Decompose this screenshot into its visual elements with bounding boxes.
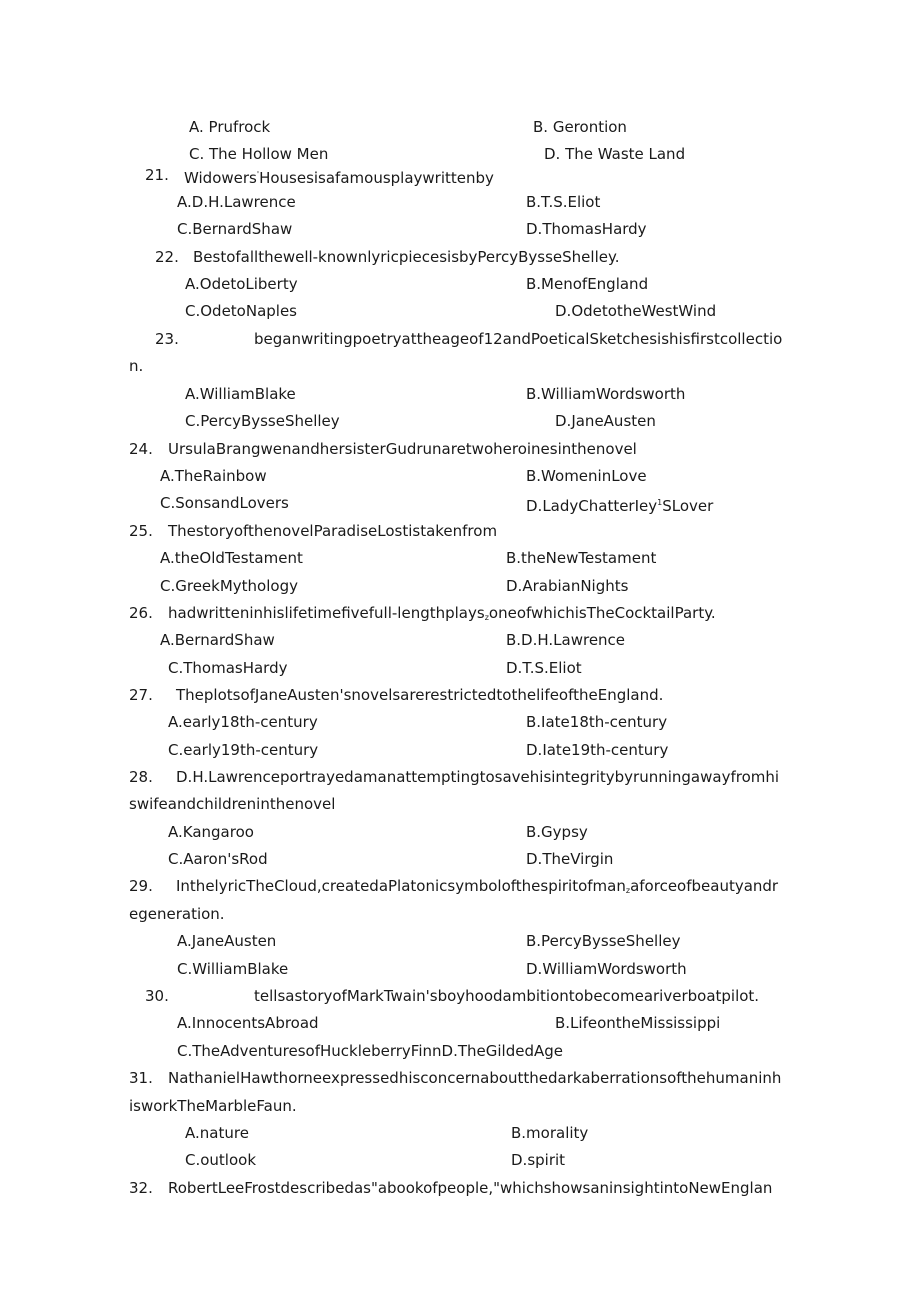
q29-stem-line1: InthelyricTheCloud,createdaPlatonicsymbolofthespiritofman$_z$aforceofbeautyandr (176, 877, 779, 895)
q22-stem: Bestofallthewell-knownlyricpiecesisbyPercyBysseShelley. (193, 248, 620, 266)
q20-option-b: B. Gerontion (533, 118, 627, 136)
q25-option-c: C.GreekMythology (160, 577, 298, 595)
q22-number: 22. (155, 248, 179, 266)
q30-option-a: A.InnocentsAbroad (177, 1014, 319, 1032)
q20-option-d: D. The Waste Land (544, 145, 686, 163)
q30-number: 30. (145, 987, 169, 1005)
q31-option-c: C.outlook (185, 1151, 257, 1169)
q29-stem-line2: egeneration. (129, 905, 225, 923)
q31-option-a: A.nature (185, 1124, 249, 1142)
q27-number: 27. (129, 686, 153, 704)
q29-option-b: B.PercyBysseShelley (526, 932, 681, 950)
q31-stem-line2: isworkTheMarbleFaun. (129, 1097, 297, 1115)
q27-option-c: C.early19th-century (168, 741, 319, 759)
q29-option-c: C.WilliamBlake (177, 960, 289, 978)
q27-option-b: B.Iate18th-century (526, 713, 668, 731)
q21-option-b: B.T.S.Eliot (526, 193, 601, 211)
q21-stem: Widowers'Housesisafamousplaywrittenby (184, 169, 494, 187)
q32-stem: RobertLeeFrostdescribedas"abookofpeople,"whichshowsaninsightintoNewEnglan (168, 1179, 773, 1197)
q29-number: 29. (129, 877, 153, 895)
q21-option-d: D.ThomasHardy (526, 220, 647, 238)
q23-number: 23. (155, 330, 179, 348)
q26-option-c: C.ThomasHardy (168, 659, 288, 677)
q28-stem-line2: swifeandchildreninthenovel (129, 795, 336, 813)
q28-stem-line1: D.H.Lawrenceportrayedamanattemptingtosavehisintegritybyrunningawayfromhi (176, 768, 780, 786)
q26-stem: hadwritteninhislifetimefivefull-lengthplays$_z$oneofwhichisTheCocktailParty. (168, 604, 716, 622)
q28-option-a: A.Kangaroo (168, 823, 254, 841)
q32-number: 32. (129, 1179, 153, 1197)
q27-option-d: D.Iate19th-century (526, 741, 669, 759)
q30-option-b: B.LifeontheMississippi (555, 1014, 721, 1032)
q21-option-c: C.BernardShaw (177, 220, 293, 238)
q24-option-b: B.WomeninLove (526, 467, 647, 485)
q31-number: 31. (129, 1069, 153, 1087)
q25-option-b: B.theNewTestament (506, 549, 657, 567)
q24-option-a: A.TheRainbow (160, 467, 267, 485)
q26-option-a: A.BernardShaw (160, 631, 275, 649)
q30-stem: tellsastoryofMarkTwain'sboyhoodambitiontobecomeariverboatpilot. (254, 987, 760, 1005)
q29-option-a: A.JaneAusten (177, 932, 277, 950)
q31-option-b: B.morality (511, 1124, 589, 1142)
q29-option-d: D.WilliamWordsworth (526, 960, 687, 978)
q25-stem: ThestoryofthenovelParadiseLostistakenfrom (168, 522, 498, 540)
q28-option-b: B.Gypsy (526, 823, 588, 841)
q22-option-b: B.MenofEngland (526, 275, 649, 293)
q30-option-cd: C.TheAdventuresofHuckleberryFinnD.TheGildedAge (177, 1042, 563, 1060)
q25-option-d: D.ArabianNights (506, 577, 629, 595)
q26-option-b: B.D.H.Lawrence (506, 631, 626, 649)
q23-option-c: C.PercyBysseShelley (185, 412, 340, 430)
q20-option-c: C. The Hollow Men (189, 145, 329, 163)
q24-option-c: C.SonsandLovers (160, 494, 289, 512)
q27-stem: TheplotsofJaneAusten'snovelsarerestrictedtothelifeoftheEngland. (176, 686, 664, 704)
q22-option-c: C.OdetoNaples (185, 302, 298, 320)
q24-option-d: D.LadyChatterIey$^1$SLover (526, 497, 714, 515)
q21-number: 21. (145, 166, 169, 184)
q23-option-a: A.WilliamBlake (185, 385, 296, 403)
q21-option-a: A.D.H.Lawrence (177, 193, 296, 211)
q24-number: 24. (129, 440, 153, 458)
q28-option-d: D.TheVirgin (526, 850, 614, 868)
q28-number: 28. (129, 768, 153, 786)
q23-stem-line2: n. (129, 357, 144, 375)
q28-option-c: C.Aaron'sRod (168, 850, 268, 868)
q23-stem-line1: beganwritingpoetryattheageof12andPoeticalSketchesishisfirstcollectio (254, 330, 783, 348)
q25-option-a: A.theOldTestament (160, 549, 303, 567)
q31-stem-line1: NathanielHawthorneexpressedhisconcernaboutthedarkaberrationsofthehumaninh (168, 1069, 782, 1087)
q23-option-b: B.WilliamWordsworth (526, 385, 686, 403)
q31-option-d: D.spirit (511, 1151, 566, 1169)
q27-option-a: A.early18th-century (168, 713, 318, 731)
q22-option-d: D.OdetotheWestWind (555, 302, 717, 320)
q24-stem: UrsulaBrangwenandhersisterGudrunaretwoheroinesinthenovel (168, 440, 637, 458)
q26-number: 26. (129, 604, 153, 622)
q25-number: 25. (129, 522, 153, 540)
q22-option-a: A.OdetoLiberty (185, 275, 298, 293)
q23-option-d: D.JaneAusten (555, 412, 656, 430)
q26-option-d: D.T.S.Eliot (506, 659, 582, 677)
q20-option-a: A. Prufrock (189, 118, 271, 136)
